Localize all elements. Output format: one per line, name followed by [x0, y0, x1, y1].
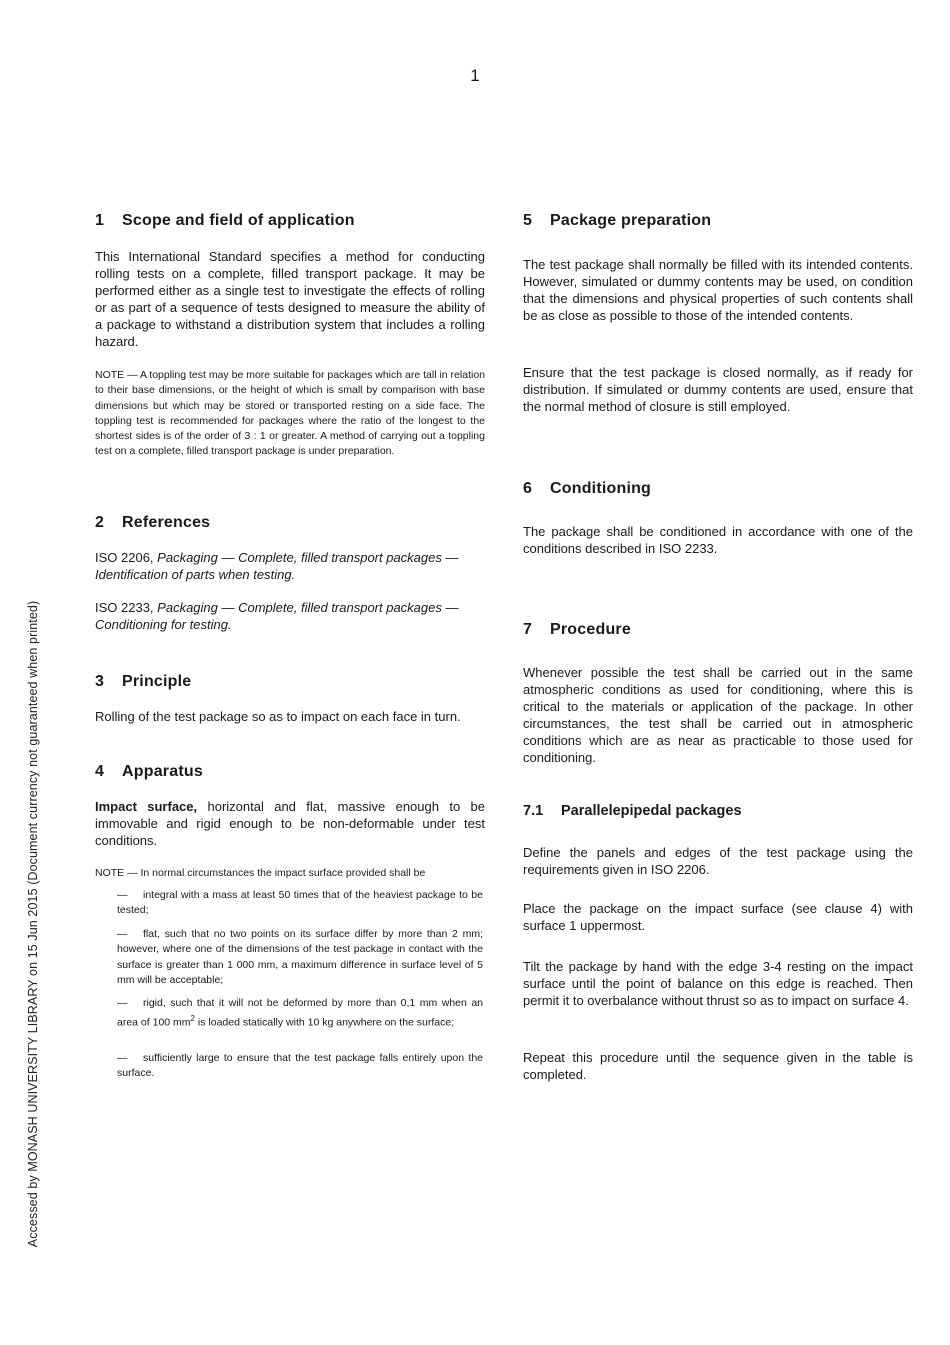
section-7-1-body-4: Repeat this procedure until the sequence given in the table is completed. [523, 1050, 913, 1082]
section-4-note-intro: NOTE — In normal circumstances the impact surface provided shall be [95, 867, 426, 879]
section-1 [95, 212, 485, 230]
section-4-body: Impact surface, horizontal and flat, massive enough to be immovable and rigid enough to be non-deformable under test conditions. [95, 799, 485, 848]
section-7 [523, 621, 913, 639]
reference-iso-2206: ISO 2206, Packaging — Complete, filled transport packages — Identification of parts when testing. [95, 550, 459, 582]
section-5-body-1: The test package shall normally be filled with its intended contents. However, simulated or dummy contents may be used, on condition that the dimensions and physical properties of such contents shall be as close as possible to those of the intended contents. [523, 257, 913, 323]
section-1-heading: 1 Scope and field of application [95, 212, 355, 229]
section-5-body-2: Ensure that the test package is closed normally, as if ready for distribution. If simulated or dummy contents are used, ensure that the normal method of closure is still employed. [523, 365, 913, 414]
section-1-note: NOTE — A toppling test may be more suitable for packages which are tall in relation to their base dimensions, or the height of which is small by comparison with base dimensions but which may be stored or transported resting on a side face. The toppling test is recommended for packages where the ratio of the longest to the shortest sides is of the order of 3 : 1 or greater. A method of carrying out a toppling test on a complete, filled transport package is under preparation. [95, 369, 485, 458]
section-2-heading: 2 References [95, 514, 211, 531]
note-item-rigid: — rigid, such that it will not be deformed by more than 0,1 mm when an area of 100 $mm^2$ is loaded statically with 10 kg anywhere on the surface; [117, 997, 483, 1029]
section-7-body: Whenever possible the test shall be carried out in the same atmospheric conditions as used for conditioning, where this is critical to the materials or application of the package. In other circumstances, the test shall be carried out in atmospheric conditions which are as near as practicable to those used for conditioning. [523, 665, 913, 765]
section-5-heading: 5 Package preparation [523, 212, 712, 229]
section-7-heading: 7 Procedure [523, 621, 631, 638]
access-watermark: Accessed by MONASH UNIVERSITY LIBRARY on 15 Jun 2015 (Document currency not guaranteed when printed) [26, 600, 40, 1248]
section-2 [95, 514, 485, 532]
section-4 [95, 763, 485, 781]
section-5 [523, 212, 913, 230]
section-3-heading: 3 Principle [95, 673, 192, 690]
section-7-1-heading: 7.1 Parallelepipedal packages [523, 803, 742, 819]
note-item-flat: — flat, such that no two points on its surface differ by more than 2 mm; however, where one of the dimensions of the test package in contact with the surface is greater than 1 000 mm, a maximum difference in surface level of 5 mm will be acceptable; [117, 928, 483, 986]
section-7-1-body-3: Tilt the package by hand with the edge 3-4 resting on the impact surface until the point of balance on this edge is reached. Then permit it to overbalance without thrust so as to impact on surface 4. [523, 959, 913, 1008]
section-4-heading: 4 Apparatus [95, 763, 203, 780]
section-3-body: Rolling of the test package so as to impact on each face in turn. [95, 709, 461, 724]
section-3 [95, 673, 485, 691]
note-item-mass: — integral with a mass at least 50 times that of the heaviest package to be tested; [117, 889, 483, 917]
section-6-body: The package shall be conditioned in accordance with one of the conditions described in ISO 2233. [523, 524, 913, 556]
note-item-size: — sufficiently large to ensure that the test package falls entirely upon the surface. [117, 1052, 483, 1080]
section-7-1 [523, 803, 913, 819]
reference-iso-2233: ISO 2233, Packaging — Complete, filled transport packages — Conditioning for testing. [95, 600, 459, 632]
page-number: 1 [470, 66, 480, 85]
section-6 [523, 480, 913, 498]
section-7-1-body-1: Define the panels and edges of the test package using the requirements given in ISO 2206. [523, 845, 913, 877]
section-6-heading: 6 Conditioning [523, 480, 652, 497]
section-1-body: This International Standard specifies a method for conducting rolling tests on a complete, filled transport package. It may be performed either as a single test to investigate the effects of rolling or as part of a sequence of tests designed to measure the ability of a package to withstand a distribution system that includes a rolling hazard. [95, 249, 485, 349]
section-7-1-body-2: Place the package on the impact surface (see clause 4) with surface 1 uppermost. [523, 901, 913, 933]
